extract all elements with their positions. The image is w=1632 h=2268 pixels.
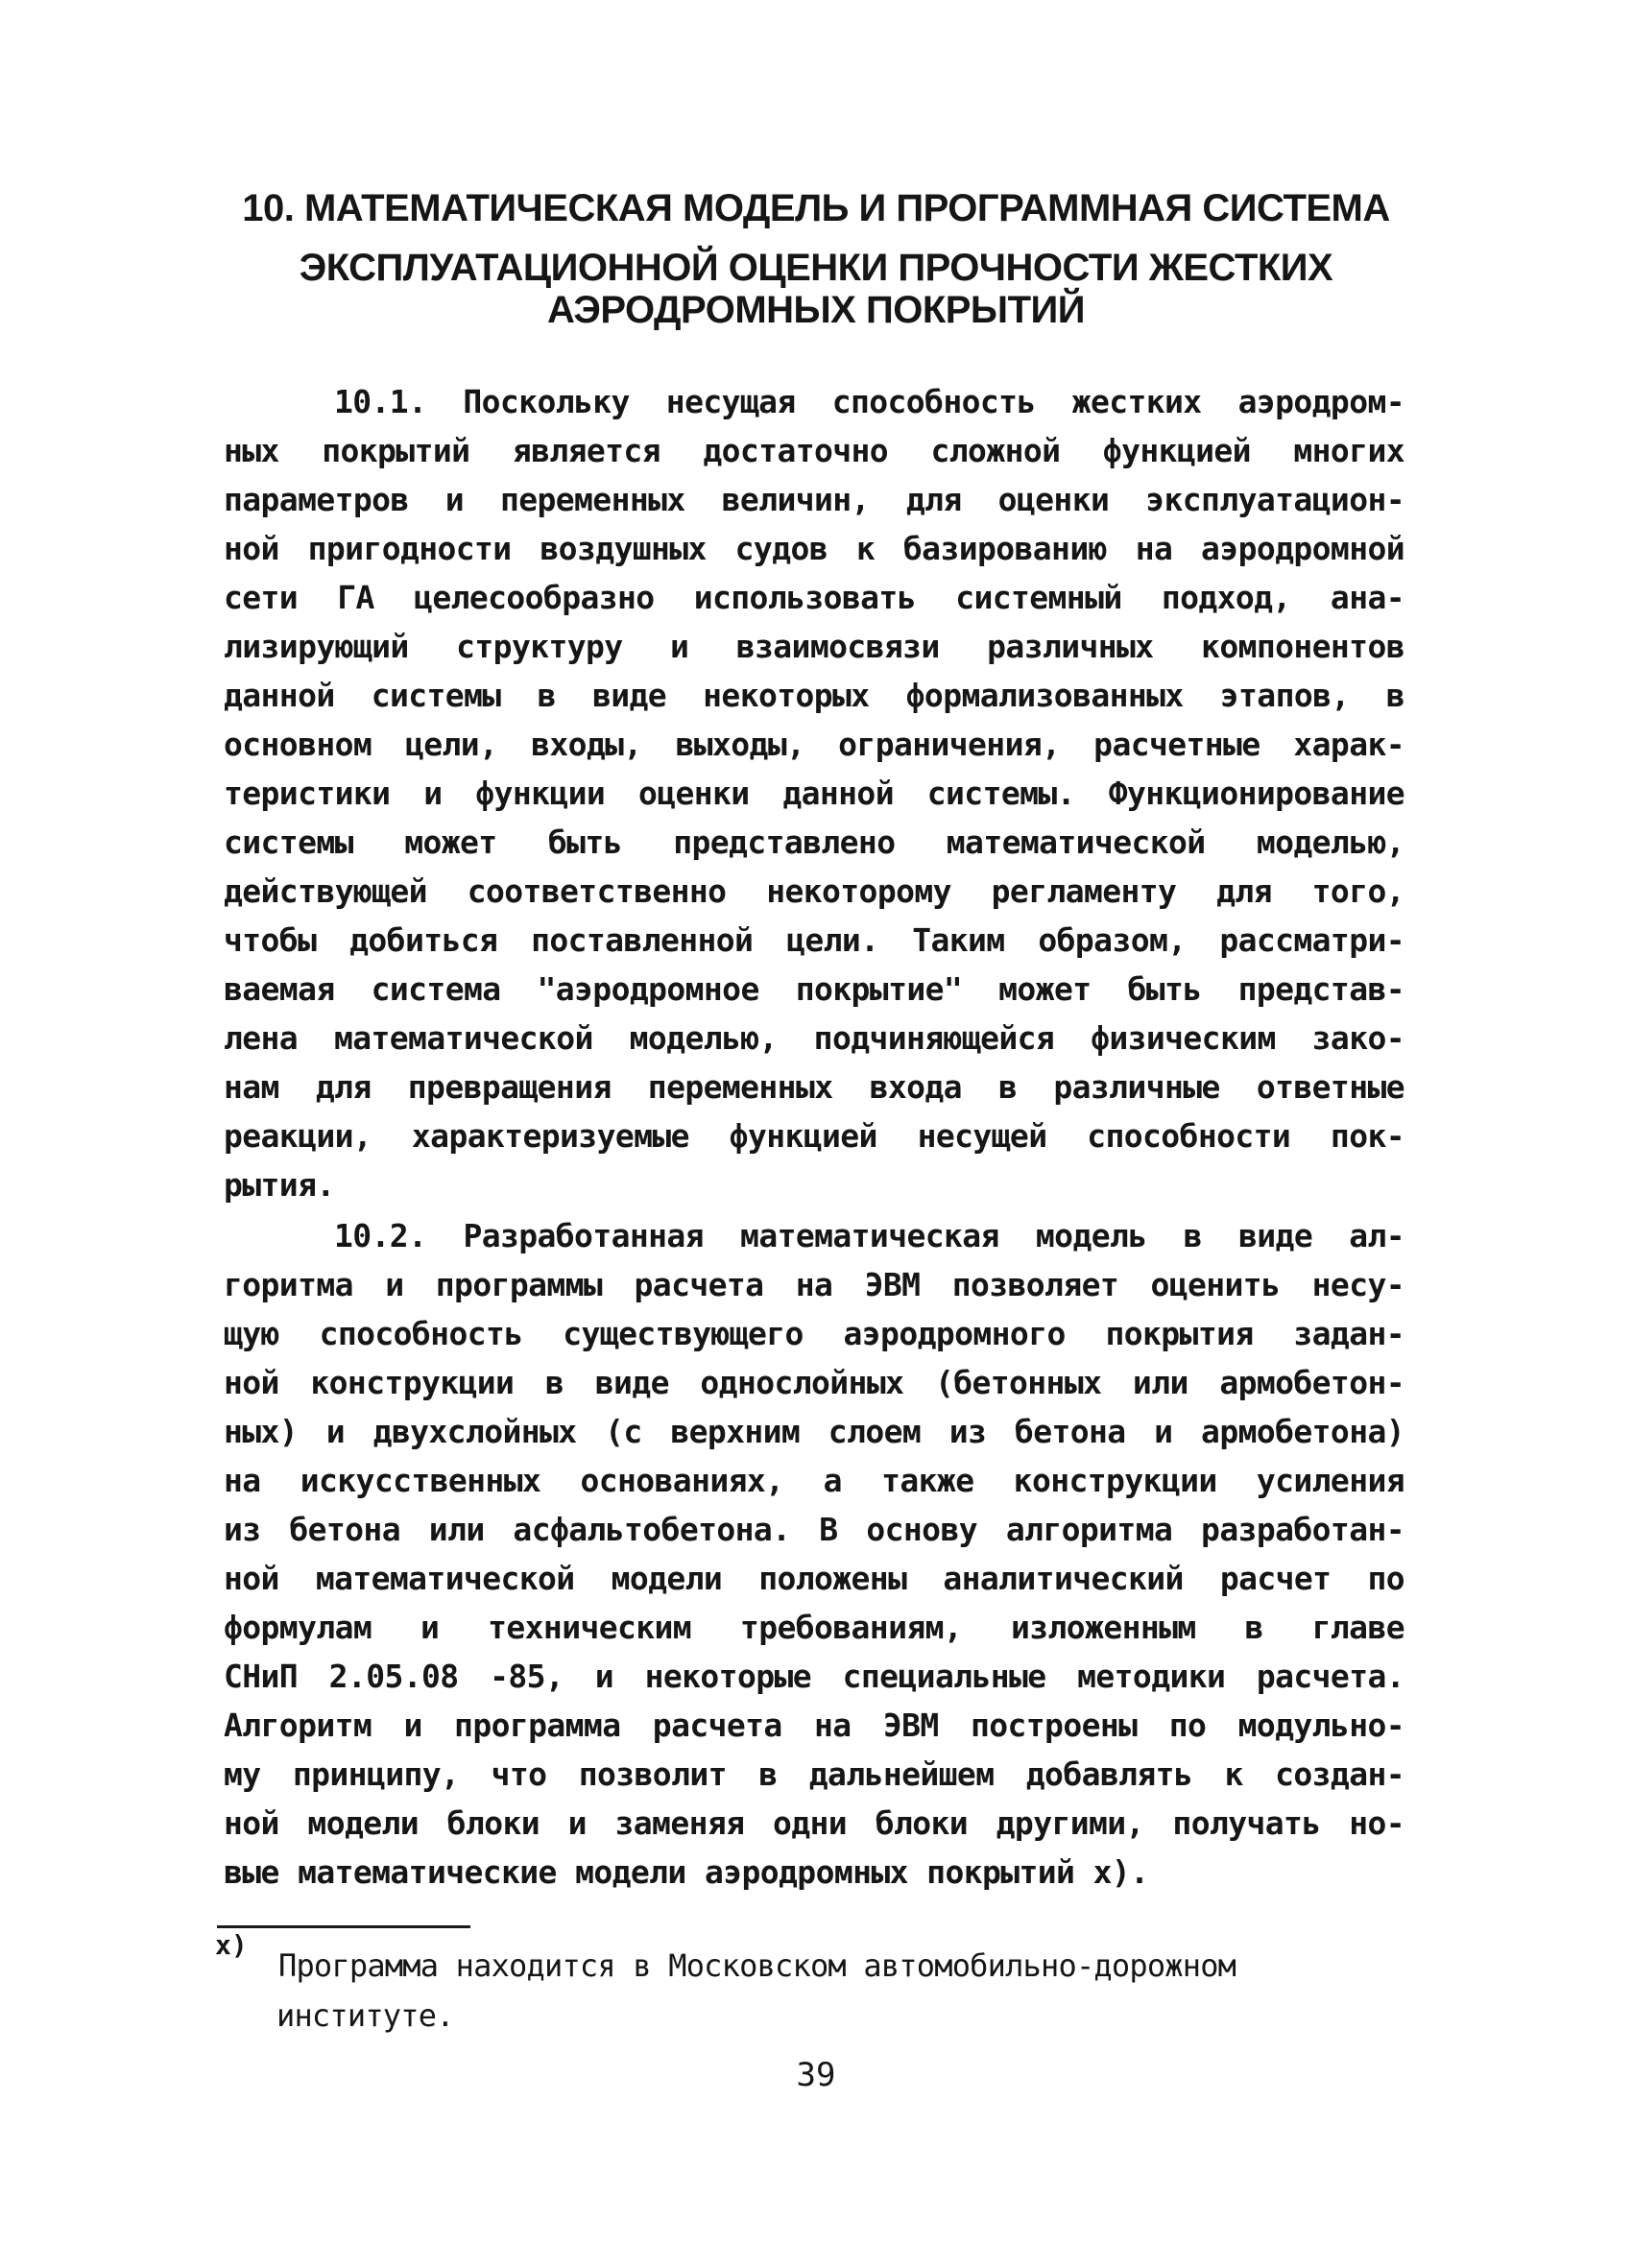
text-line: на искусственных основаниях, а также конструкции усиления — [224, 1462, 1404, 1499]
footnote — [278, 1941, 1354, 2041]
footnote-divider — [217, 1925, 470, 1928]
footnote-line-1: Программа находится в Московском автомобильно-дорожном — [278, 1947, 1236, 1984]
paragraph-10-2 — [224, 1211, 1404, 1897]
text-line: данной системы в виде некоторых формализованных этапов, в — [224, 677, 1404, 714]
text-line: формулам и техническим требованиям, изложенным в главе — [224, 1609, 1404, 1646]
title-line-2: ЭКСПЛУАТАЦИОННОЙ ОЦЕНКИ ПРОЧНОСТИ ЖЕСТКИХ — [299, 247, 1333, 289]
text-line: 10.2. Разработанная математическая модель в виде ал- — [334, 1217, 1404, 1254]
text-line: рытия. — [224, 1166, 335, 1204]
text-line: Алгоритм и программа расчета на ЭВМ построены по модульно- — [224, 1707, 1404, 1744]
text-line: ных) и двухслойных (с верхним слоем из бетона и армобетона) — [224, 1413, 1404, 1450]
text-line: реакции, характеризуемые функцией несущей способности пок- — [224, 1117, 1404, 1155]
text-line: ваемая система "аэродромное покрытие" может быть представ- — [224, 970, 1404, 1008]
text-line: вые математические модели аэродромных покрытий x). — [224, 1853, 1149, 1891]
text-line: лена математической моделью, подчиняющейся физическим зако- — [224, 1019, 1404, 1057]
footnote-mark: x) — [215, 1929, 248, 1961]
text-line: действующей соответственно некоторому регламенту для того, — [224, 872, 1404, 910]
text-line: лизирующий структуру и взаимосвязи различных компонентов — [224, 628, 1404, 665]
text-line: му принципу, что позволит в дальнейшем добавлять к создан- — [224, 1755, 1404, 1793]
text-line: основном цели, входы, выходы, ограничения, расчетные харак- — [224, 726, 1404, 763]
text-line: ной математической модели положены аналитический расчет по — [224, 1560, 1404, 1597]
title-line-1: 10. МАТЕМАТИЧЕСКАЯ МОДЕЛЬ И ПРОГРАММНАЯ СИСТЕМА — [242, 187, 1390, 229]
text-line: ной модели блоки и заменяя одни блоки другими, получать но- — [224, 1804, 1404, 1842]
text-line: чтобы добиться поставленной цели. Таким образом, рассматри- — [224, 921, 1404, 959]
text-line: теристики и функции оценки данной системы. Функционирование — [224, 775, 1404, 812]
text-line: сети ГА целесообразно использовать системный подход, ана- — [224, 579, 1404, 616]
text-line: системы может быть представлено математической моделью, — [224, 824, 1404, 861]
text-line: ной пригодности воздушных судов к базированию на аэродромной — [224, 530, 1404, 567]
text-line: ной конструкции в виде однослойных (бетонных или армобетон- — [224, 1364, 1404, 1401]
text-line: СНиП 2.05.08 -85, и некоторые специальные методики расчета. — [224, 1658, 1404, 1695]
text-line: 10.1. Поскольку несущая способность жестких аэродром- — [334, 383, 1404, 420]
text-line: ных покрытий является достаточно сложной функцией многих — [224, 432, 1404, 469]
text-line: горитма и программы расчета на ЭВМ позволяет оценить несу- — [224, 1266, 1404, 1303]
footnote-line-2: институте. — [276, 1997, 454, 2034]
text-line: из бетона или асфальтобетона. В основу алгоритма разработан- — [224, 1511, 1404, 1548]
text-line: щую способность существующего аэродромного покрытия задан- — [224, 1315, 1404, 1352]
paragraph-10-1 — [224, 377, 1404, 1209]
page-number: 39 — [796, 2056, 836, 2094]
title-line-3: АЭРОДРОМНЫХ ПОКРЫТИЙ — [546, 289, 1086, 331]
text-line: параметров и переменных величин, для оценки эксплуатацион- — [224, 481, 1404, 518]
text-line: нам для превращения переменных входа в различные ответные — [224, 1068, 1404, 1106]
